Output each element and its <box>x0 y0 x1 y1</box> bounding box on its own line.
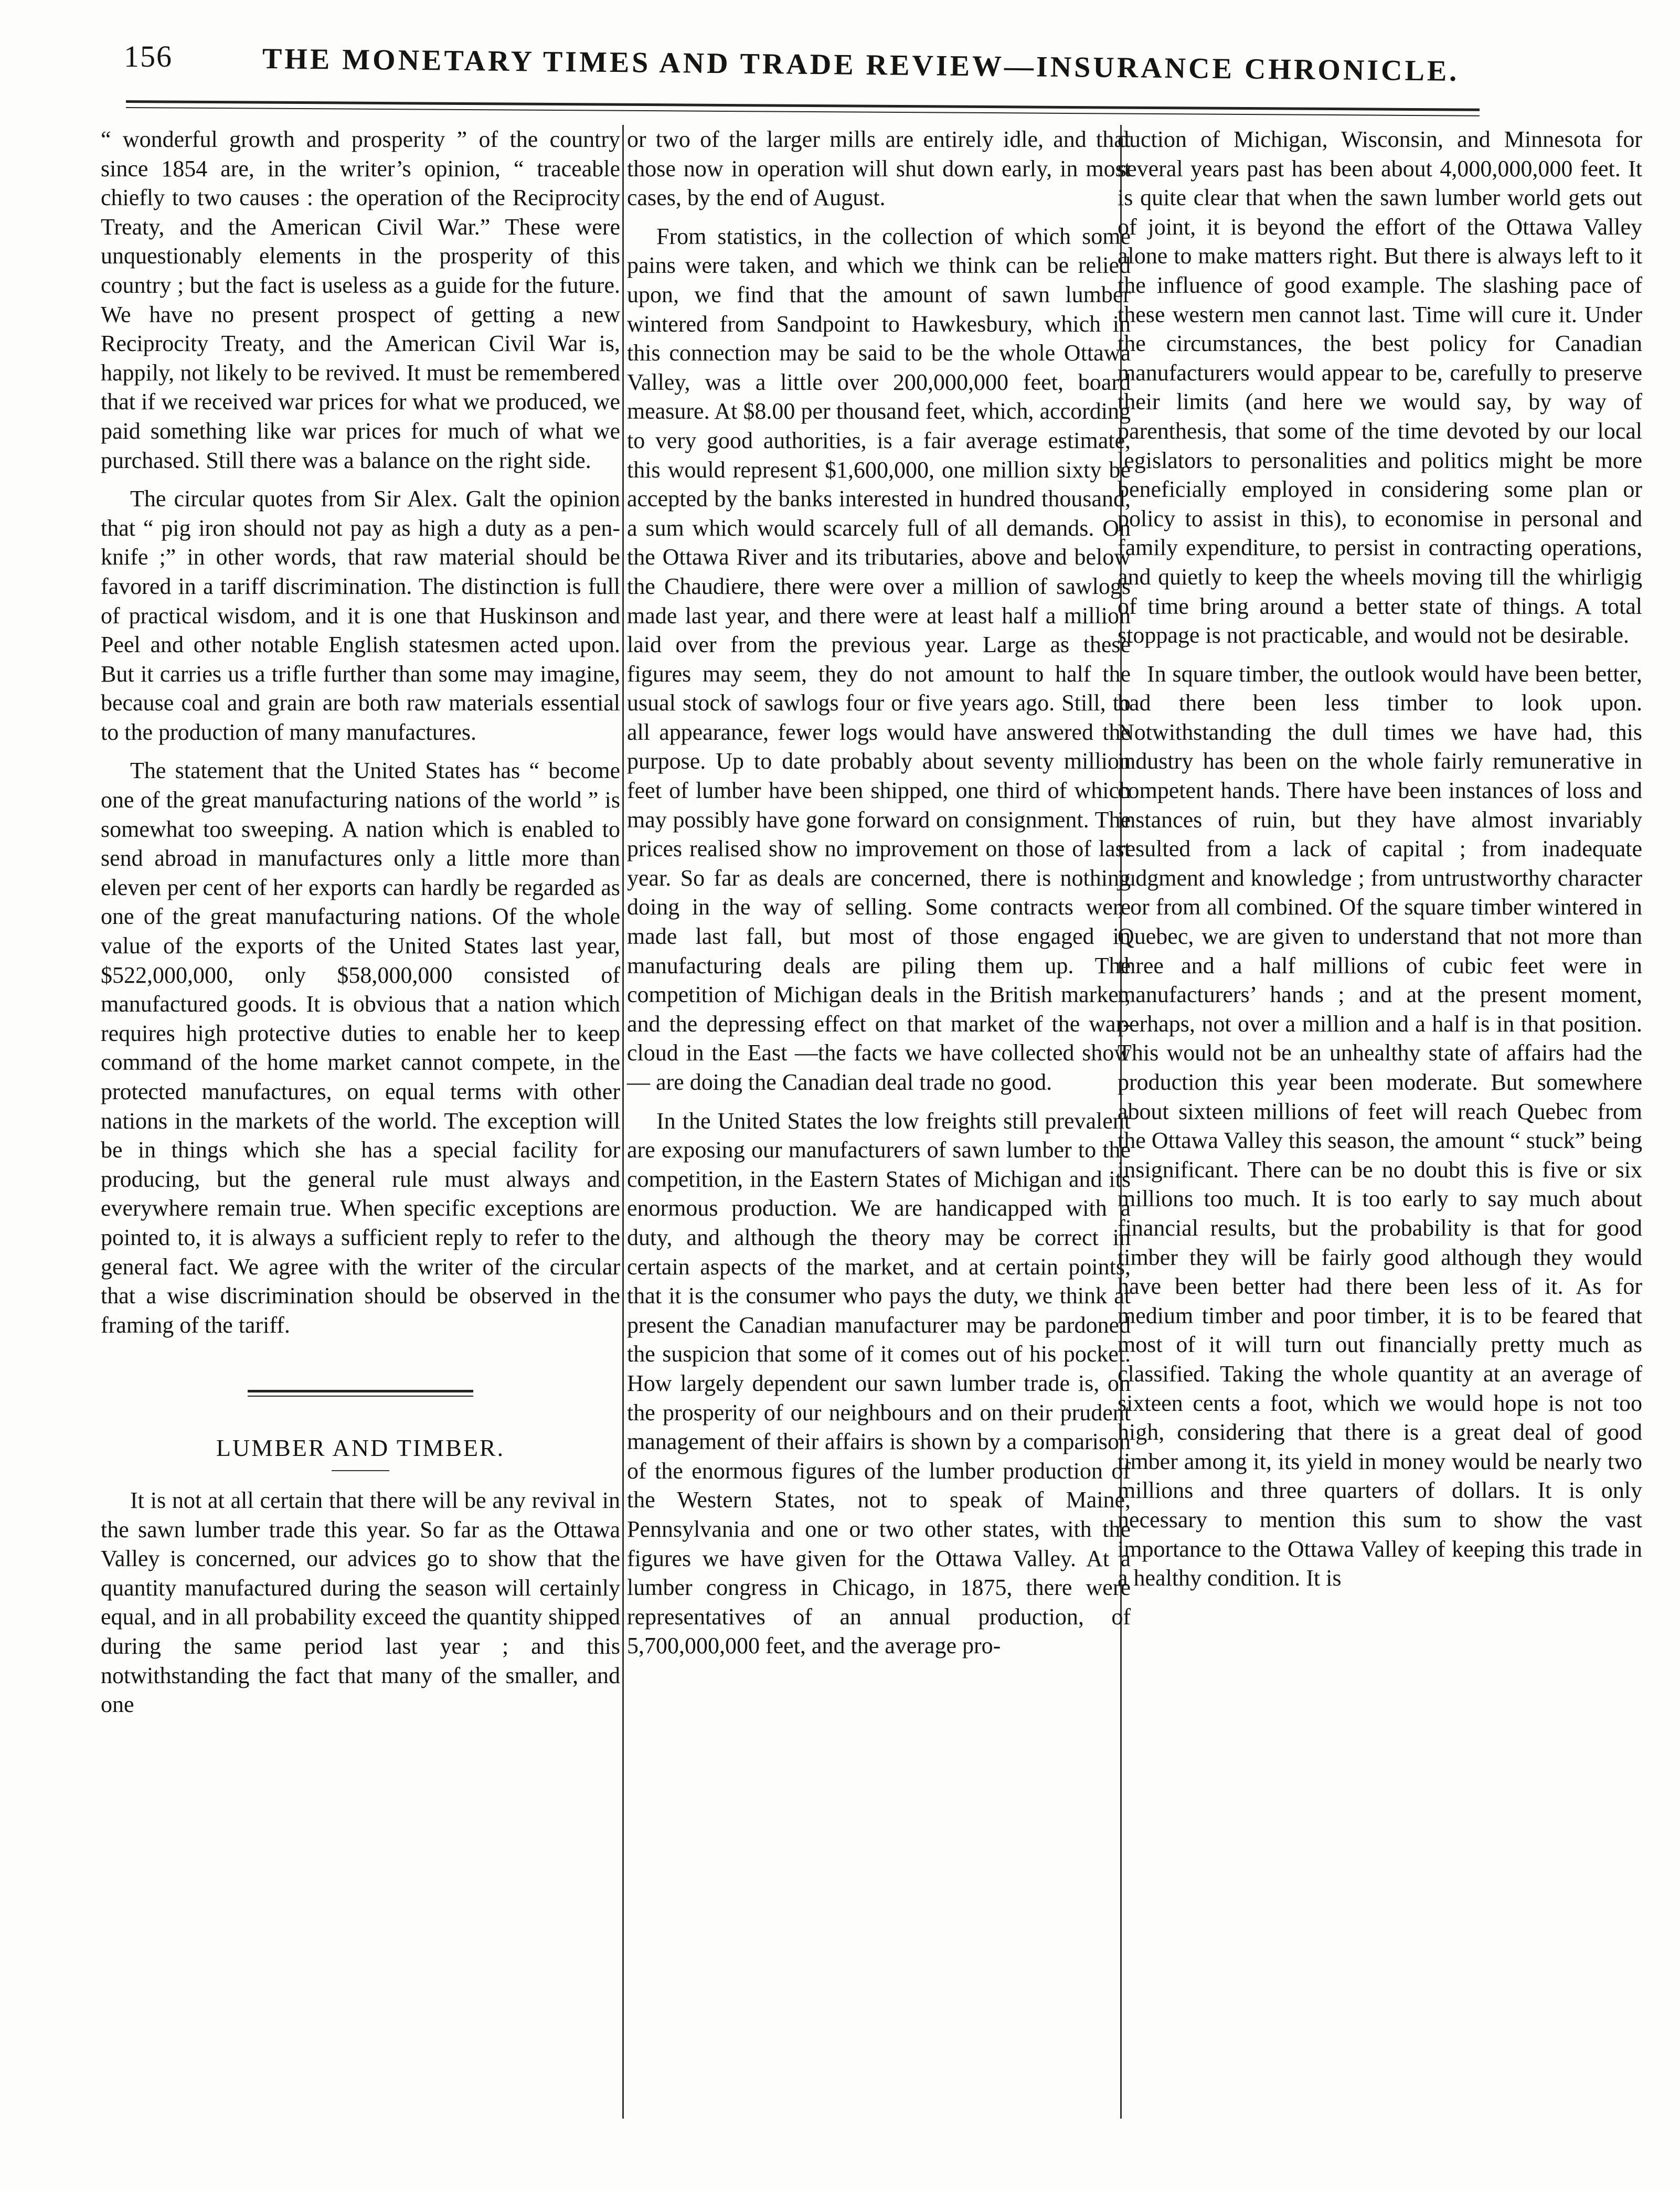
paragraph: duction of Michigan, Wisconsin, and Minnesota for several years past has been about 4,000,000,000 feet. It is quite clear that when the sawn lumber world gets out of joint, it is beyond the effort of the Ottawa Valley alone to make matters right. But there is always left to it the influence of good example. The slashing pace of these western men cannot last. Time will cure it. Under the circumstances, the best policy for Canadian manufacturers would appear to be, carefully to preserve their limits (and here we would say, by way of parenthesis, that some of the time devoted by our local legislators to personalities and politics might be more beneficially employed in considering some plan or policy to assist in this), to economise in personal and family expenditure, to persist in contracting operations, and quietly to keep the wheels moving till the whirligig of time bring around a better state of things. A total stoppage is not practicable, and would not be desirable. <box>1118 126 1642 648</box>
column-2 <box>627 125 1131 1670</box>
paragraph: or two of the larger mills are entirely idle, and that those now in operation will shut down early, in most cases, by the end of August. <box>627 126 1131 211</box>
paragraph: From statistics, in the collection of which some pains were taken, and which we think can be relied upon, we find that the amount of sawn lumber wintered from Sandpoint to Hawkesbury, which in this connection may be said to be the whole Ottawa Valley, was a little over 200,000,000 feet, board measure. At $8.00 per thousand feet, which, according to very good authorities, is a fair average estimate, this would represent $1,600,000, one million sixty be accepted by the banks interested in hundred thousand, a sum which would scarcely full of all demands. On the Ottawa River and its tributaries, above and below the Chaudiere, there were over a million of sawlogs made last year, and there were at least half a million laid over from the previous year. Large as these figures may seem, they do not amount to half the usual stock of sawlogs four or five years ago. Still, to all appearance, fewer logs would have answered the purpose. Up to date probably about seventy million feet of lumber have been shipped, one third of which may possibly have gone forward on consignment. The prices realised show no improvement on those of last year. So far as deals are concerned, there is nothing doing in the way of selling. Some contracts were made last fall, but most of those engaged in manufacturing deals are piling them up. The competition of Michigan deals in the British market, and the depressing effect on that market of the war-cloud in the East —the facts we have collected show— are doing the Canadian deal trade no good. <box>627 223 1131 1095</box>
section-heading-underline <box>332 1470 389 1471</box>
paragraph: “ wonderful growth and prosperity ” of the country since 1854 are, in the writer’s opinion, “ traceable chiefly to two causes : the operation of the Reciprocity Treaty, and the American Civil War.” These were unquestionably elements in the prosperity of this country ; but the fact is useless as a guide for the future. We have no present prospect of getting a new Reciprocity Treaty, and the American Civil War is, happily, not likely to be revived. It must be remembered that if we received war prices for what we produced, we paid something like war prices for much of what we purchased. Still there was a balance on the right side. <box>101 126 620 473</box>
page-number: 156 <box>124 39 173 73</box>
header-rule <box>126 100 1480 116</box>
running-title: THE MONETARY TIMES AND TRADE REVIEW—INSURANCE CHRONICLE. <box>262 42 1460 88</box>
paragraph: In the United States the low freights still prevalent are exposing our manufacturers of sawn lumber to the competition, in the Eastern States of Michigan and its enormous production. We are handicapped with a duty, and although the theory may be correct in certain aspects of the market, and at certain points, that it is the consumer who pays the duty, we think at present the Canadian manufacturer may be pardoned the suspicion that some of it comes out of his pocket. How largely dependent our sawn lumber trade is, on the prosperity of our neighbours and on their prudent management of their affairs is shown by a comparison of the enormous figures of the lumber production of the Western States, not to speak of Maine, Pennsylvania and one or two other states, with the figures we have given for the Ottawa Valley. At a lumber congress in Chicago, in 1875, there were representatives of an annual production, of 5,700,000,000 feet, and the average pro- <box>627 1108 1131 1659</box>
column-rule-left <box>622 125 624 2119</box>
section-heading: LUMBER AND TIMBER. <box>216 1434 505 1462</box>
paragraph: It is not at all certain that there will be any revival in the sawn lumber trade this year. So far as the Ottawa Valley is concerned, our advices go to show that the quantity manufactured during the season will certainly equal, and in all probability exceed the quantity shipped during the same period last year ; and this notwithstanding the fact that many of the smaller, and one <box>101 1487 620 1718</box>
paragraph: The circular quotes from Sir Alex. Galt the opinion that “ pig iron should not pay as high a duty as a pen-knife ;” in other words, that raw material should be favored in a tariff discrimination. The distinction is full of practical wisdom, and it is one that Huskinson and Peel and other notable English statesmen acted upon. But it carries us a trifle further than some may imagine, because coal and grain are both raw materials essential to the production of many manufactures. <box>101 486 620 745</box>
paragraph: In square timber, the outlook would have been better, had there been less timber to look upon. Notwithstanding the dull times we have had, this industry has been on the whole fairly remunerative in competent hands. There have been instances of loss and instances of ruin, but they have almost invariably resulted from a lack of capital ; from inadequate judgment and knowledge ; from untrustworthy character ; or from all combined. Of the square timber wintered in Quebec, we are given to understand that not more than three and a half millions of cubic feet were in manufacturers’ hands ; and at the present moment, perhaps, not over a million and a half is in that position. This would not be an unhealthy state of affairs had the production this year been moderate. But somewhere about sixteen millions of feet will reach Quebec from the Ottawa Valley this season, the amount “ stuck” being insignificant. There can be no doubt this is five or six millions too much. It is too early to say much about financial results, but the probability is that for good timber they will be fairly good although they would have been better had there been less of it. As for medium timber and poor timber, it is to be feared that most of it will turn out financially pretty much as classified. Taking the whole quantity at an average of sixteen cents a foot, which we would hope is not too high, considering that there is a great deal of good timber among it, its yield in money would be nearly two millions and three quarters of dollars. It is only necessary to mention this sum to show the vast importance to the Ottawa Valley of keeping this trade in a healthy condition. It is <box>1118 661 1642 1591</box>
column-3 <box>1118 125 1642 1602</box>
paragraph: The statement that the United States has “ become one of the great manufacturing nations of the world ” is somewhat too sweeping. A nation which is enabled to send abroad in manufactures only a little more than eleven per cent of her exports can hardly be regarded as one of the great manufacturing nations. Of the whole value of the exports of the United States last year, $522,000,000, only $58,000,000 consisted of manufactured goods. It is obvious that a nation which requires high protective duties to enable her to keep command of the home market cannot compete, in the protected manufactures, on equal terms with other nations in the markets of the world. The exception will be in things which she has a special facility for producing, but the general rule must always and everywhere remain true. When specific exceptions are pointed to, it is always a sufficient reply to refer to the general fact. We agree with the writer of the circular that a wise discrimination should be observed in the framing of the tariff. <box>101 758 620 1338</box>
column-1 <box>101 125 620 1729</box>
section-divider <box>248 1390 473 1397</box>
page-header <box>105 29 1480 108</box>
